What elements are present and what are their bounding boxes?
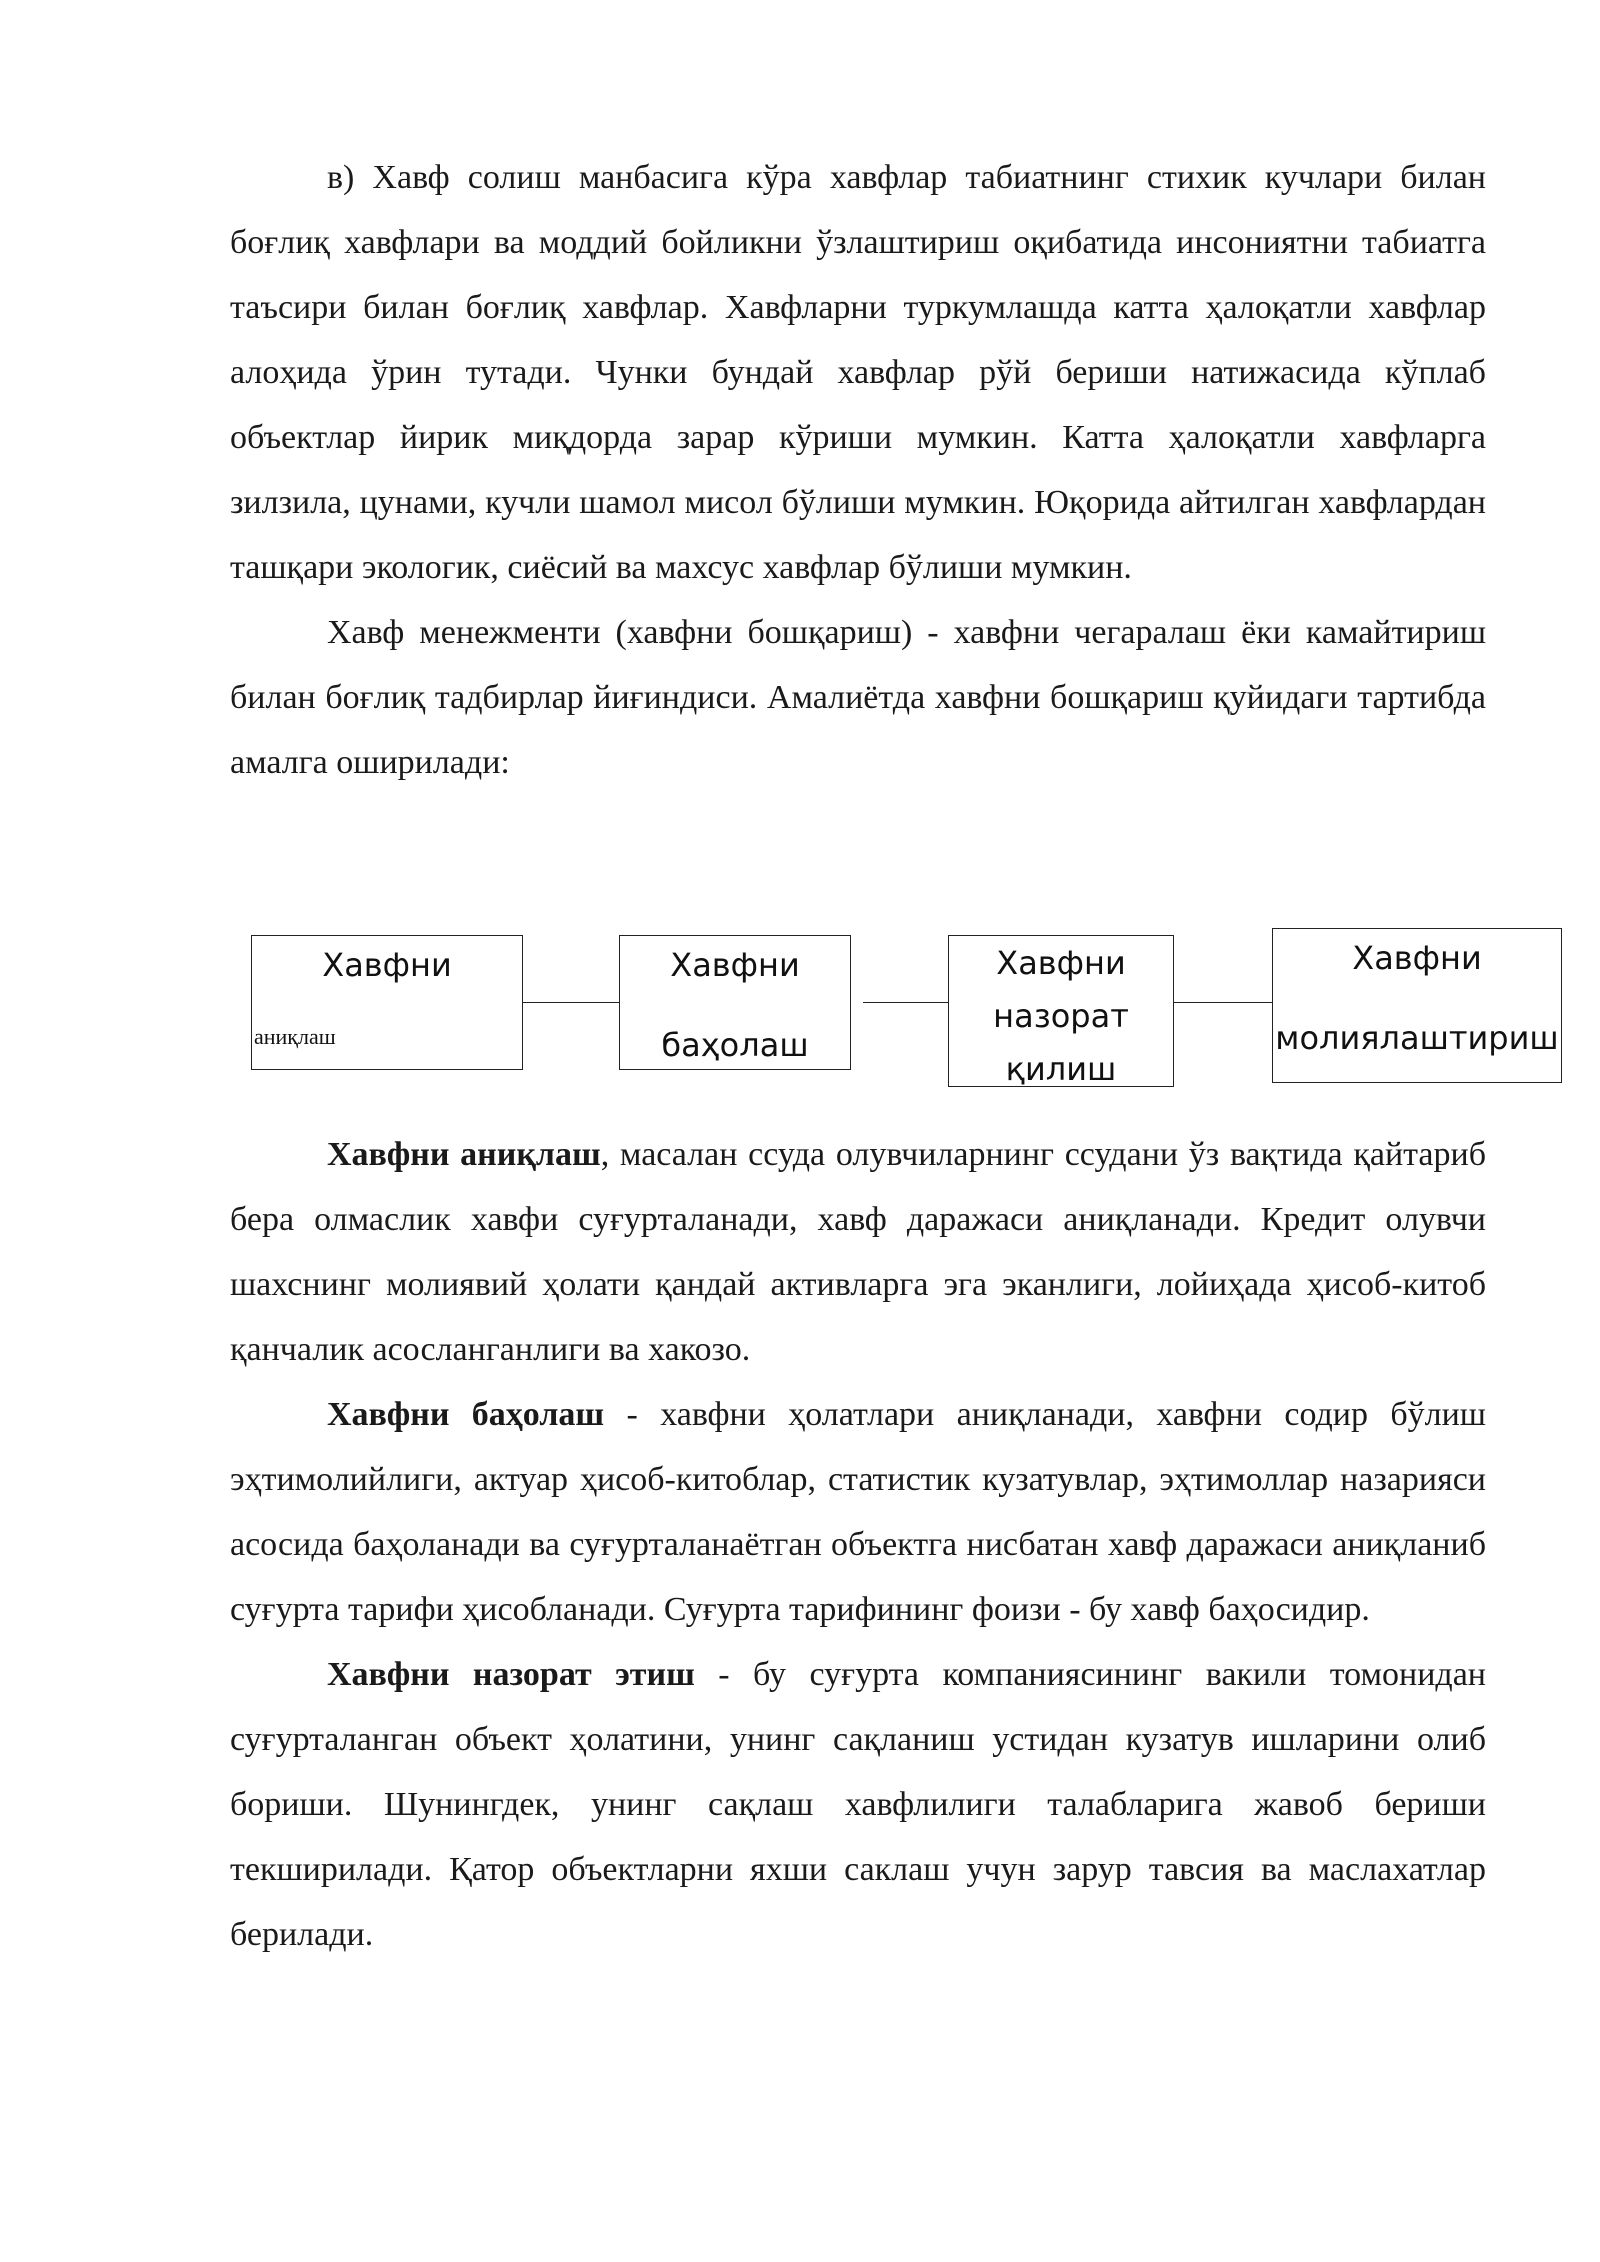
definition-identify: , масалан ссуда олувчиларнинг ссудани ўз вақтида қайтариб бера олмаслик хавфи суғурталанади, хавф даражаси аниқланади. Кредит олувчи шахснинг молиявий ҳолати қандай активларга эга эканлиги, лойиҳада ҳисоб-китоб қанчалик асосланганлиги ва хакозо. bbox=[230, 1136, 1486, 1368]
paragraph-risk-sources: в) Хавф солиш манбасига кўра хавфлар табиатнинг стихик кучлари билан боғлиқ хавфлари ва моддий бойликни ўзлаштириш оқибатида инсониятни табиатга таъсири билан боғлиқ хавфлар. Хавфларни туркумлашда катта ҳалоқатли хавфлар алоҳида ўрин тутади. Чунки бундай хавфлар рўй бериши натижасида кўплаб объектлар йирик миқдорда зарар кўриши мумкин. Катта ҳалоқатли хавфларга зилзила, цунами, кучли шамол мисол бўлиши мумкин. Юқорида айтилган хавфлардан ташқари экологик, сиёсий ва махсус хавфлар бўлиши мумкин. bbox=[230, 159, 1486, 586]
paragraph-control bbox=[230, 1642, 1486, 1967]
flow-box-subtitle: назорат bbox=[993, 997, 1129, 1035]
flow-box-subtitle-2: қилиш bbox=[1005, 1050, 1117, 1088]
definition-assess: - хавфни ҳолатлари аниқланади, хавфни содир бўлиш эҳтимолийлиги, актуар ҳисоб-китоблар, статистик кузатувлар, эҳтимоллар назарияси асосида баҳоланади ва суғурталанаётган объектга нисбатан хавф даражаси аниқланиб суғурта тарифи ҳисобланади. Суғурта тарифининг фоизи - бу хавф баҳосидир. bbox=[230, 1396, 1486, 1628]
term-identify: Хавфни аниқлаш bbox=[327, 1136, 601, 1173]
flow-box-subtitle: молиялаштириш bbox=[1275, 1019, 1559, 1057]
flow-box-title: Хавфни bbox=[670, 946, 800, 984]
flow-box-subtitle: баҳолаш bbox=[661, 1026, 809, 1064]
term-assess: Хавфни баҳолаш bbox=[327, 1396, 605, 1433]
connector-line bbox=[1174, 1002, 1272, 1003]
connector-line bbox=[863, 1002, 959, 1003]
intro-text bbox=[230, 145, 1486, 795]
paragraph-risk-management: Хавф менежменти (хавфни бошқариш) - хавфни чегаралаш ёки камайтириш билан боғлиқ тадбирлар йиғиндиси. Амалиётда хавфни бошқариш қуйидаги тартибда амалга оширилади: bbox=[230, 614, 1486, 781]
paragraph-assess bbox=[230, 1382, 1486, 1642]
flow-box-identify bbox=[251, 935, 523, 1070]
term-control: Хавфни назорат этиш bbox=[327, 1656, 695, 1693]
flow-box-assess bbox=[619, 935, 851, 1070]
flow-box-title: Хавфни bbox=[1352, 939, 1482, 977]
connector-line bbox=[523, 1002, 619, 1003]
flow-box-subtitle: аниқлаш bbox=[254, 1024, 336, 1049]
definitions-text bbox=[230, 1122, 1486, 1967]
flow-box-finance bbox=[1272, 928, 1562, 1083]
flow-box-control bbox=[948, 935, 1174, 1087]
flow-box-title: Хавфни bbox=[322, 946, 452, 984]
flow-box-title: Хавфни bbox=[996, 944, 1126, 982]
definition-control: - бу суғурта компаниясининг вакили томонидан суғурталанган объект ҳолатини, унинг сақланиш устидан кузатув ишларини олиб бориши. Шунингдек, унинг сақлаш хавфлилиги талабларига жавоб бериши текширилади. Қатор объектларни яхши саклаш учун зарур тавсия ва маслахатлар берилади. bbox=[230, 1656, 1486, 1953]
paragraph-identify bbox=[230, 1122, 1486, 1382]
